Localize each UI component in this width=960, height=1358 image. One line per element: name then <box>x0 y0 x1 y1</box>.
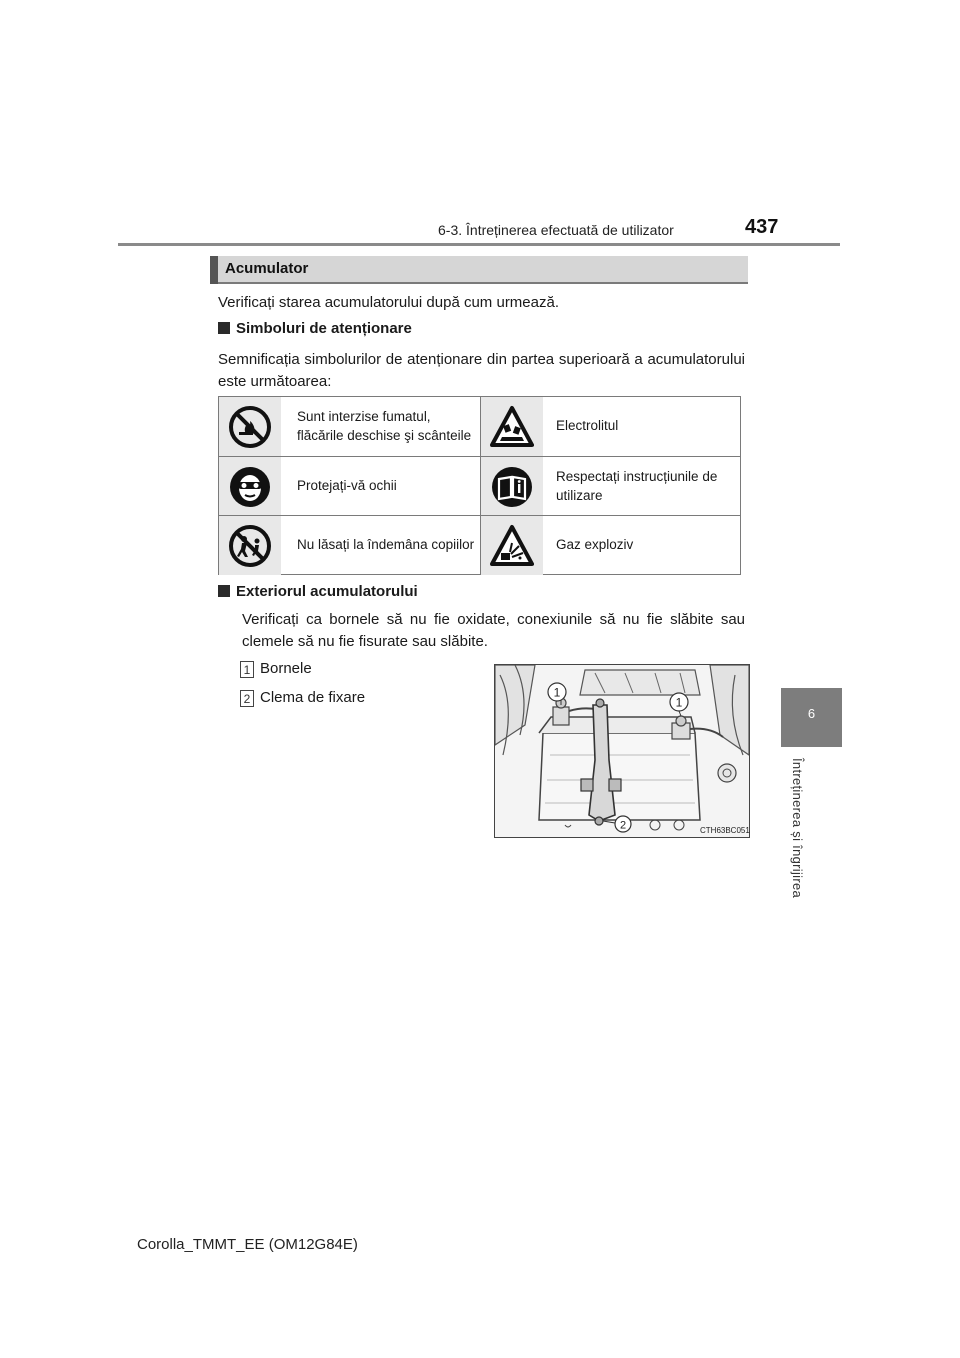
symbol-label: Electrolitul <box>556 418 619 434</box>
warning-symbols-heading-text: Simboluri de atenționare <box>236 320 412 337</box>
warning-symbols-table <box>218 396 741 575</box>
page-number: 437 <box>745 216 779 238</box>
battery-illustration <box>494 664 750 838</box>
warning-symbols-heading <box>218 320 412 337</box>
electrolyte-warning-icon <box>480 397 543 456</box>
callout-label: Clema de fixare <box>260 689 366 706</box>
chapter-tab-label: Întreținerea și îngrijirea <box>790 758 805 899</box>
exterior-description: Verificați ca bornele să nu fie oxidate, conexiunile să nu fie slăbite sau clemele să nu fie fisurate sau slăbite. <box>242 611 745 650</box>
explosive-gas-icon <box>480 516 543 575</box>
callout-number: 2 <box>240 690 254 707</box>
footer-model: Corolla_TMMT_EE (OM12G84E) <box>137 1236 358 1253</box>
exterior-heading <box>218 583 418 600</box>
callout-number: 1 <box>240 661 254 678</box>
keep-away-children-icon <box>219 516 281 575</box>
running-header-section: 6-3. Întreținerea efectuată de utilizator <box>438 222 674 238</box>
section-title: Acumulator <box>225 260 309 277</box>
table-row <box>219 456 740 516</box>
table-row <box>219 515 740 575</box>
callout-label: Bornele <box>260 660 312 677</box>
illustration-marker: 2 <box>619 819 627 832</box>
read-manual-icon <box>480 457 543 516</box>
chapter-tab-number: 6 <box>807 706 816 721</box>
symbol-label: Nu lăsați la îndemâna copiilor <box>297 537 475 553</box>
illustration-code: CTH63BC051 <box>700 826 750 835</box>
exterior-heading-text: Exteriorul acumulatorului <box>236 583 418 600</box>
symbol-label: Protejați-vă ochii <box>297 478 397 494</box>
symbol-label: Gaz exploziv <box>556 537 634 553</box>
square-bullet-icon <box>218 322 230 334</box>
section-heading-marker <box>210 256 218 284</box>
table-row <box>219 397 740 456</box>
symbol-label: Respectați instrucțiunile de utilizare <box>556 469 718 503</box>
header-rule <box>118 243 840 246</box>
warning-symbols-description: Semnificația simbolurilor de atenționare din partea superioară a acumulatorului este următoarea: <box>218 351 745 390</box>
illustration-marker: 1 <box>553 685 561 700</box>
no-smoking-flames-icon <box>219 397 281 456</box>
eye-protection-icon <box>219 457 281 516</box>
intro-text: Verificați starea acumulatorului după cum urmează. <box>218 294 560 311</box>
square-bullet-icon <box>218 585 230 597</box>
symbol-label: Sunt interzise fumatul, flăcările deschise şi scânteile <box>297 409 472 443</box>
illustration-marker: 1 <box>675 695 683 710</box>
